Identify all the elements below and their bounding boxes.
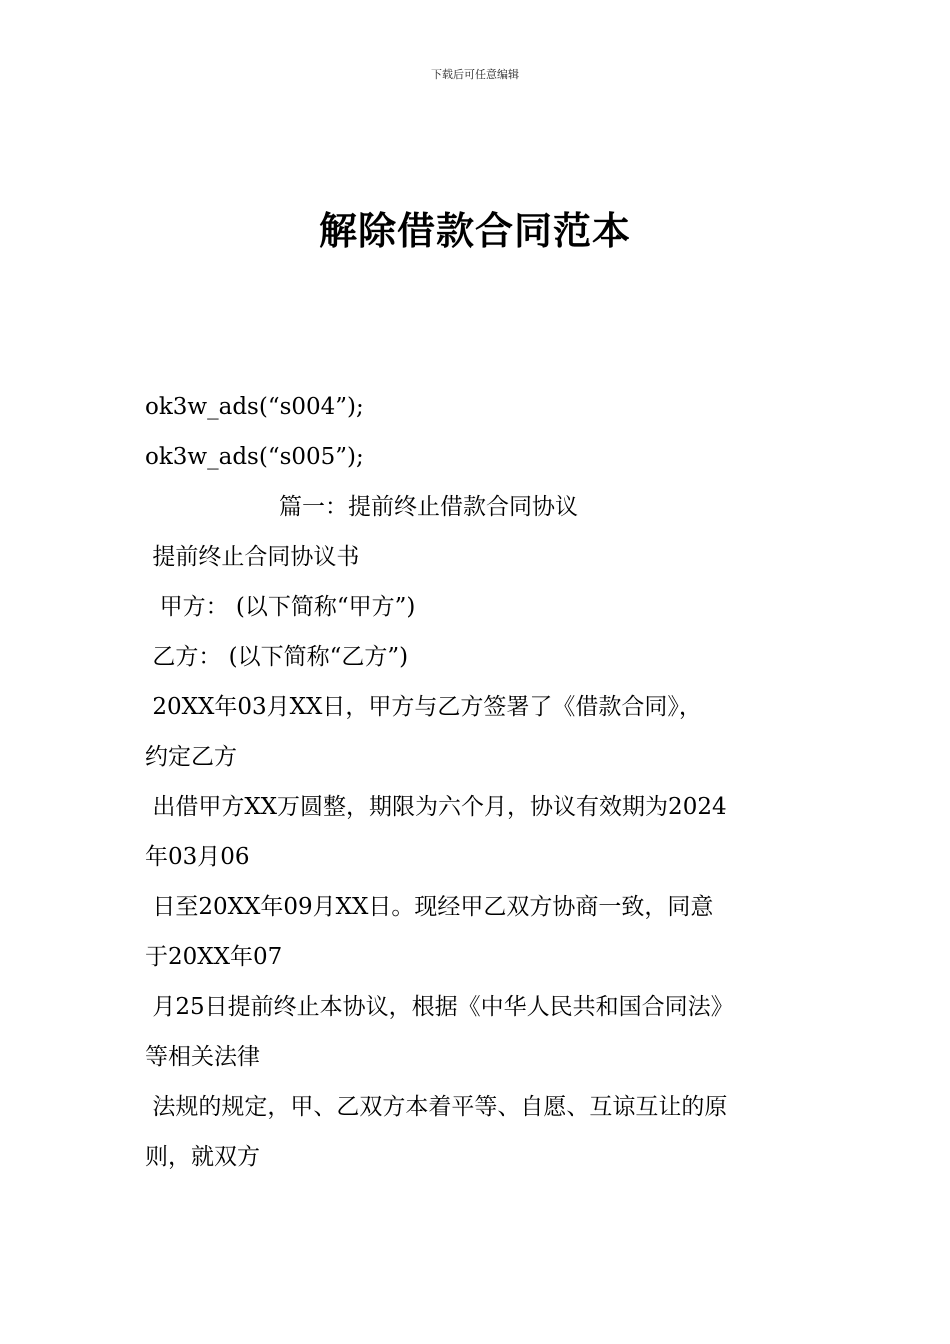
- section-heading: 篇一：提前终止借款合同协议: [279, 494, 578, 520]
- body-line: ok3w_ads(“s004”);: [145, 394, 364, 420]
- body-line: 提前终止合同协议书: [145, 544, 360, 570]
- body-line: 20XX年03月XX日，甲方与乙方签署了《借款合同》，: [145, 694, 702, 720]
- body-line: 等相关法律: [145, 1044, 260, 1070]
- body-line: 年03月06: [145, 844, 250, 870]
- body-line: 乙方： (以下简称“乙方”): [145, 644, 409, 670]
- document-title: 解除借款合同范本: [318, 208, 631, 253]
- body-line: 日至20XX年09月XX日。现经甲乙双方协商一致，同意: [145, 894, 714, 920]
- body-line: 约定乙方: [145, 744, 237, 770]
- body-line: 甲方： (以下简称“甲方”): [145, 594, 416, 620]
- body-line: 法规的规定，甲、乙双方本着平等、自愿、互谅互让的原: [145, 1094, 728, 1120]
- body-line: 于20XX年07: [145, 944, 283, 970]
- body-line: 则，就双方: [145, 1144, 260, 1170]
- body-line: 月25日提前终止本协议，根据《中华人民共和国合同法》: [145, 994, 734, 1020]
- body-line: ok3w_ads(“s005”);: [145, 444, 364, 470]
- header-note: 下载后可任意编辑: [431, 68, 519, 81]
- document-body: [145, 382, 810, 1182]
- body-line: 出借甲方XX万圆整，期限为六个月，协议有效期为2024: [145, 794, 727, 820]
